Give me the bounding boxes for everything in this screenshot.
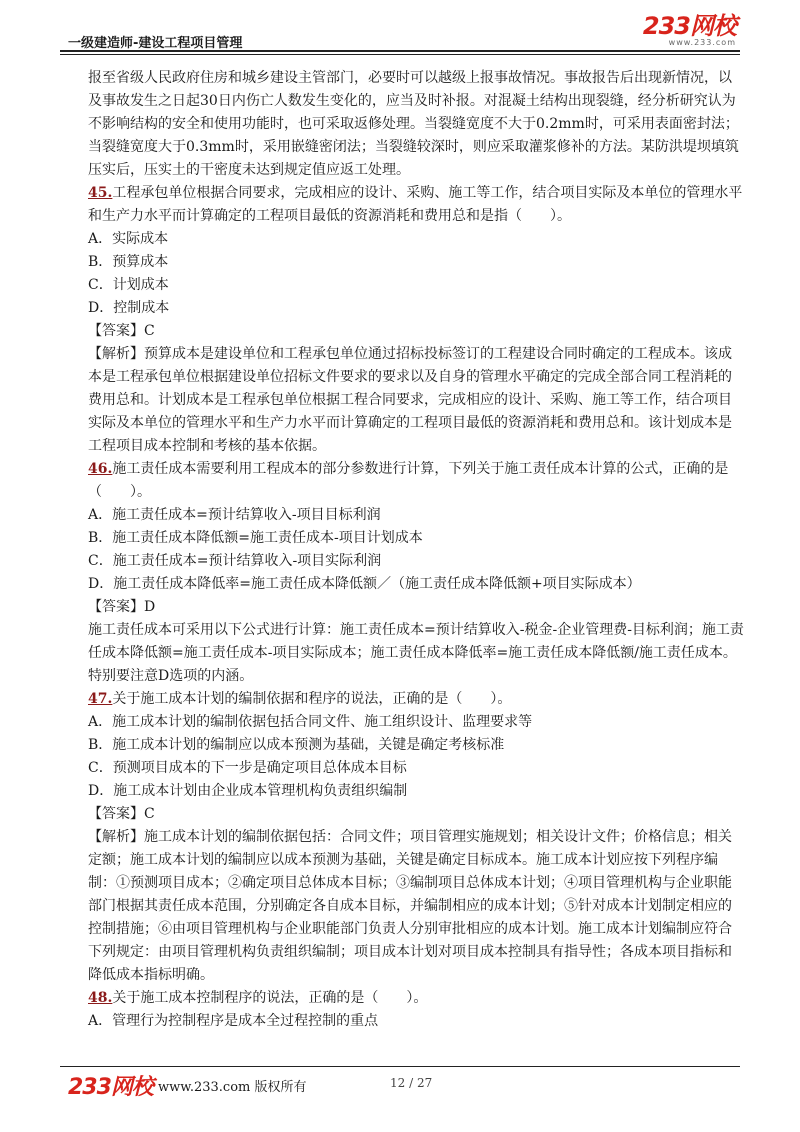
option-b: B．施工成本计划的编制应以成本预测为基础，关键是确定考核标准 (88, 737, 505, 753)
option-a: A．实际成本 (88, 231, 169, 247)
analysis-paragraph: 施工责任成本可采用以下公式进行计算：施工责任成本=预计结算收入-税金-企业管理费-目标利润；施工责任成本降低额=施工责任成本-项目实际成本；施工责任成本降低率=施工责任成本降低额/施工责任成本。特别要注意D选项的内涵。 (88, 622, 744, 684)
option-d: D．控制成本 (88, 300, 170, 316)
answer-tag: 【答案】 (88, 599, 144, 615)
answer-value: D (144, 599, 156, 615)
analysis-paragraph (88, 343, 744, 458)
analysis-paragraph (88, 826, 744, 987)
option-b: B．施工责任成本降低额=施工责任成本-项目计划成本 (88, 530, 423, 546)
header-rule (60, 50, 740, 52)
question-stem: 工程承包单位根据合同要求，完成相应的设计、采购、施工等工作，结合项目实际及本单位的管理水平和生产力水平而计算确定的工程项目最低的资源消耗和费用总和是指（ ）。 (88, 185, 743, 224)
logo-url: www.233.com (668, 38, 736, 47)
answer-value: C (144, 323, 155, 339)
answer-line (88, 803, 744, 826)
question-number: 47. (88, 691, 113, 707)
option-c: C．施工责任成本=预计结算收入-项目实际利润 (88, 553, 382, 569)
header-rule-thin (60, 54, 740, 55)
question-47 (88, 688, 744, 711)
option-a: A．施工责任成本=预计结算收入-项目目标利润 (88, 507, 381, 523)
question-48 (88, 987, 744, 1010)
answer-tag: 【答案】 (88, 806, 144, 822)
question-number: 48. (88, 990, 113, 1006)
option-d: D．施工责任成本降低率=施工责任成本降低额／（施工责任成本降低额+项目实际成本） (88, 576, 641, 592)
analysis-tag: 【解析】 (88, 346, 144, 362)
question-stem: 关于施工成本控制程序的说法，正确的是（ ）。 (112, 990, 428, 1006)
answer-tag: 【答案】 (88, 323, 144, 339)
question-stem: 施工责任成本需要利用工程成本的部分参数进行计算，下列关于施工责任成本计算的公式，正确的是（ ）。 (88, 461, 729, 500)
answer-line (88, 320, 744, 343)
page-footer (60, 1066, 740, 1106)
footer-copyright: www.233.com 版权所有 (158, 1080, 307, 1095)
logo-mark: 233网校 (642, 12, 736, 40)
question-stem: 关于施工成本计划的编制依据和程序的说法，正确的是（ ）。 (112, 691, 512, 707)
document-body (88, 67, 744, 1033)
page-number: 12 / 27 (390, 1076, 433, 1090)
question-46 (88, 458, 744, 504)
question-45 (88, 182, 744, 228)
footer-logo[interactable]: 233网校 (68, 1075, 153, 1100)
page-header (60, 0, 740, 52)
footer-rule (60, 1066, 740, 1067)
intro-paragraph: 报至省级人民政府住房和城乡建设主管部门，必要时可以越级上报事故情况。事故报告后出现新情况，以及事故发生之日起30日内伤亡人数发生变化的，应当及时补报。对混凝土结构出现裂缝，经分析研究认为不影响结构的安全和使用功能时，也可采取返修处理。当裂缝宽度不大于0.2mm时，可采用表面密封法；当裂缝宽度大于0.3mm时，采用嵌缝密闭法；当裂缝较深时，则应采取灌浆修补的方法。某防洪堤坝填筑压实后，压实土的干密度未达到规定值应返工处理。 (88, 70, 739, 178)
answer-line (88, 596, 744, 619)
option-c: C．预测项目成本的下一步是确定项目总体成本目标 (88, 760, 407, 776)
analysis-text: 施工成本计划的编制依据包括：合同文件；项目管理实施规划；相关设计文件；价格信息；相关定额；施工成本计划的编制应以成本预测为基础，关键是确定目标成本。施工成本计划应按下列程序编制：①预测项目成本；②确定项目总体成本目标；③编制项目总体成本计划；④项目管理机构与企业职能部门根据其责任成本范围，分别确定各自成本目标，并编制相应的成本计划；⑤针对成本计划制定相应的控制措施；⑥由项目管理机构与企业职能部门负责人分别审批相应的成本计划。施工成本计划编制应符合下列规定：由项目管理机构负责组织编制；项目成本计划对项目成本控制具有指导性；各成本项目指标和降低成本指标明确。 (88, 829, 732, 983)
question-number: 46. (88, 461, 113, 477)
option-b: B．预算成本 (88, 254, 169, 270)
option-d: D．施工成本计划由企业成本管理机构负责组织编制 (88, 783, 408, 799)
analysis-tag: 【解析】 (88, 829, 144, 845)
option-c: C．计划成本 (88, 277, 169, 293)
answer-value: C (144, 806, 155, 822)
header-title: 一级建造师-建设工程项目管理 (68, 36, 243, 51)
option-a: A．施工成本计划的编制依据包括合同文件、施工组织设计、监理要求等 (88, 714, 533, 730)
analysis-text: 预算成本是建设单位和工程承包单位通过招标投标签订的工程建设合同时确定的工程成本。该成本是工程承包单位根据建设单位招标文件要求的要求以及自身的管理水平确定的完成全部合同工程消耗的费用总和。计划成本是工程承包单位根据工程合同要求，完成相应的设计、采购、施工等工作，结合项目实际及本单位的管理水平和生产力水平而计算确定的工程项目最低的资源消耗和费用总和。该计划成本是工程项目成本控制和考核的基本依据。 (88, 346, 732, 454)
question-number: 45. (88, 185, 113, 201)
brand-logo[interactable] (643, 14, 736, 47)
option-a: A．管理行为控制程序是成本全过程控制的重点 (88, 1013, 379, 1029)
